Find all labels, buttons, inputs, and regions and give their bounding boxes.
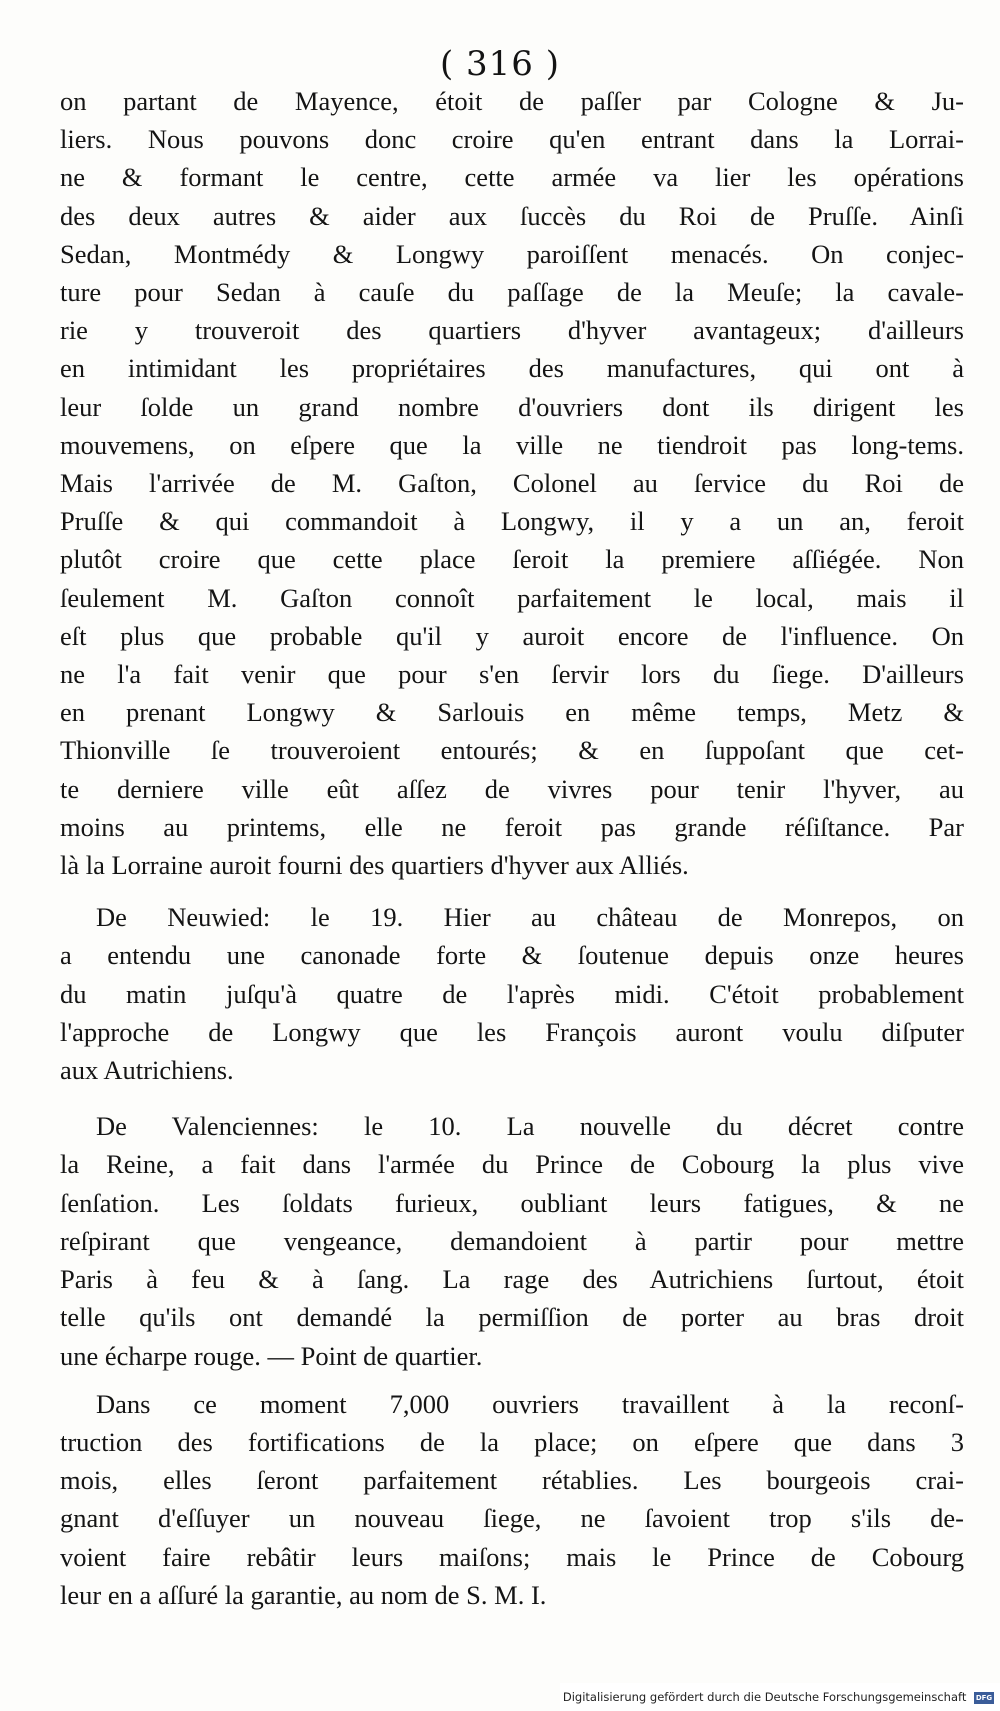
text-line: moins au printems, elle ne feroit pas grande réſiſtance. Par [60, 811, 964, 842]
text-line: en intimidant les propriétaires des manufactures, qui ont à [60, 353, 964, 384]
text-line: du matin juſqu'à quatre de l'après midi. C'étoit probablement [60, 978, 964, 1009]
page-number: ( 316 ) [439, 44, 561, 84]
text-line: aux Autrichiens. [60, 1055, 234, 1086]
text-line: reſpirant que vengeance, demandoient à partir pour mettre [60, 1225, 964, 1256]
text-line: des deux autres & aider aux ſuccès du Roi de Pruſſe. Ainſi [60, 200, 964, 231]
text-line: telle qu'ils ont demandé la permiſſion de porter au bras droit [60, 1302, 964, 1333]
text-line: gnant d'eſſuyer un nouveau ſiege, ne ſavoient trop s'ils de- [60, 1503, 964, 1534]
text-line: plutôt croire que cette place ſeroit la premiere aſſiégée. Non [60, 544, 964, 575]
text-line: la Reine, a fait dans l'armée du Prince de Cobourg la plus vive [60, 1149, 964, 1180]
digitization-credit [560, 1683, 1000, 1711]
text-line: Pruſſe & qui commandoit à Longwy, il y a un an, feroit [60, 506, 964, 537]
article-body [60, 82, 964, 1614]
text-line: voient faire rebâtir leurs maiſons; mais le Prince de Cobourg [60, 1541, 964, 1572]
text-line: te derniere ville eût aſſez de vivres pour tenir l'hyver, au [60, 773, 964, 804]
text-line: De Neuwied: le 19. Hier au château de Monrepos, on [96, 902, 964, 933]
text-line: a entendu une canonade forte & ſoutenue depuis onze heures [60, 940, 964, 971]
text-line: là la Lorraine auroit fourni des quartiers d'hyver aux Alliés. [60, 850, 689, 881]
text-line: ſenſation. Les ſoldats furieux, oubliant leurs fatigues, & ne [60, 1187, 964, 1218]
text-line: en prenant Longwy & Sarlouis en même temps, Metz & [60, 697, 964, 728]
text-line: Paris à feu & à ſang. La rage des Autrichiens ſurtout, étoit [60, 1264, 964, 1295]
paragraph-valenciennes [60, 1107, 964, 1374]
text-line: Sedan, Montmédy & Longwy paroiſſent menacés. On conjec- [60, 238, 964, 269]
text-line: truction des fortifications de la place; on eſpere que dans 3 [60, 1426, 964, 1457]
text-line: l'approche de Longwy que les François auront voulu diſputer [60, 1016, 964, 1047]
text-line: leur en a aſſuré la garantie, au nom de S. M. I. [60, 1579, 547, 1610]
text-line: liers. Nous pouvons donc croire qu'en entrant dans la Lorrai- [60, 124, 964, 155]
text-line: rie y trouveroit des quartiers d'hyver avantageux; d'ailleurs [60, 315, 964, 346]
dfg-logo-icon: DFG [975, 1693, 993, 1702]
text-line: Dans ce moment 7,000 ouvriers travaillent à la reconſ- [96, 1388, 964, 1419]
text-line: Mais l'arrivée de M. Gaſton, Colonel au ſervice du Roi de [60, 468, 964, 499]
text-line: leur ſolde un grand nombre d'ouvriers dont ils dirigent les [60, 391, 964, 422]
text-line: De Valenciennes: le 10. La nouvelle du décret contre [96, 1111, 964, 1142]
text-line: on partant de Mayence, étoit de paſſer par Cologne & Ju- [60, 86, 964, 116]
text-line: Thionville ſe trouveroient entourés; & en ſuppoſant que cet- [60, 735, 964, 766]
text-line: eſt plus que probable qu'il y auroit encore de l'influence. On [60, 620, 964, 651]
credit-text: Digitalisierung gefördert durch die Deutsche Forschungsgemeinschaft [562, 1690, 967, 1704]
text-line: mois, elles ſeront parfaitement rétablies. Les bourgeois crai- [60, 1465, 964, 1496]
paragraph-fortifications [60, 1385, 964, 1614]
paragraph-neuwied [60, 898, 964, 1089]
text-line: une écharpe rouge. — Point de quartier. [60, 1340, 483, 1371]
text-line: ne & formant le centre, cette armée va lier les opérations [60, 162, 964, 193]
text-line: mouvemens, on eſpere que la ville ne tiendroit pas long-tems. [60, 429, 964, 460]
paragraph-longwy [60, 82, 964, 884]
text-line: ture pour Sedan à cauſe du paſſage de la Meuſe; la cavale- [60, 277, 964, 308]
text-line: ne l'a fait venir que pour s'en ſervir lors du ſiege. D'ailleurs [60, 659, 964, 690]
text-line: ſeulement M. Gaſton connoît parfaitement le local, mais il [60, 582, 964, 613]
